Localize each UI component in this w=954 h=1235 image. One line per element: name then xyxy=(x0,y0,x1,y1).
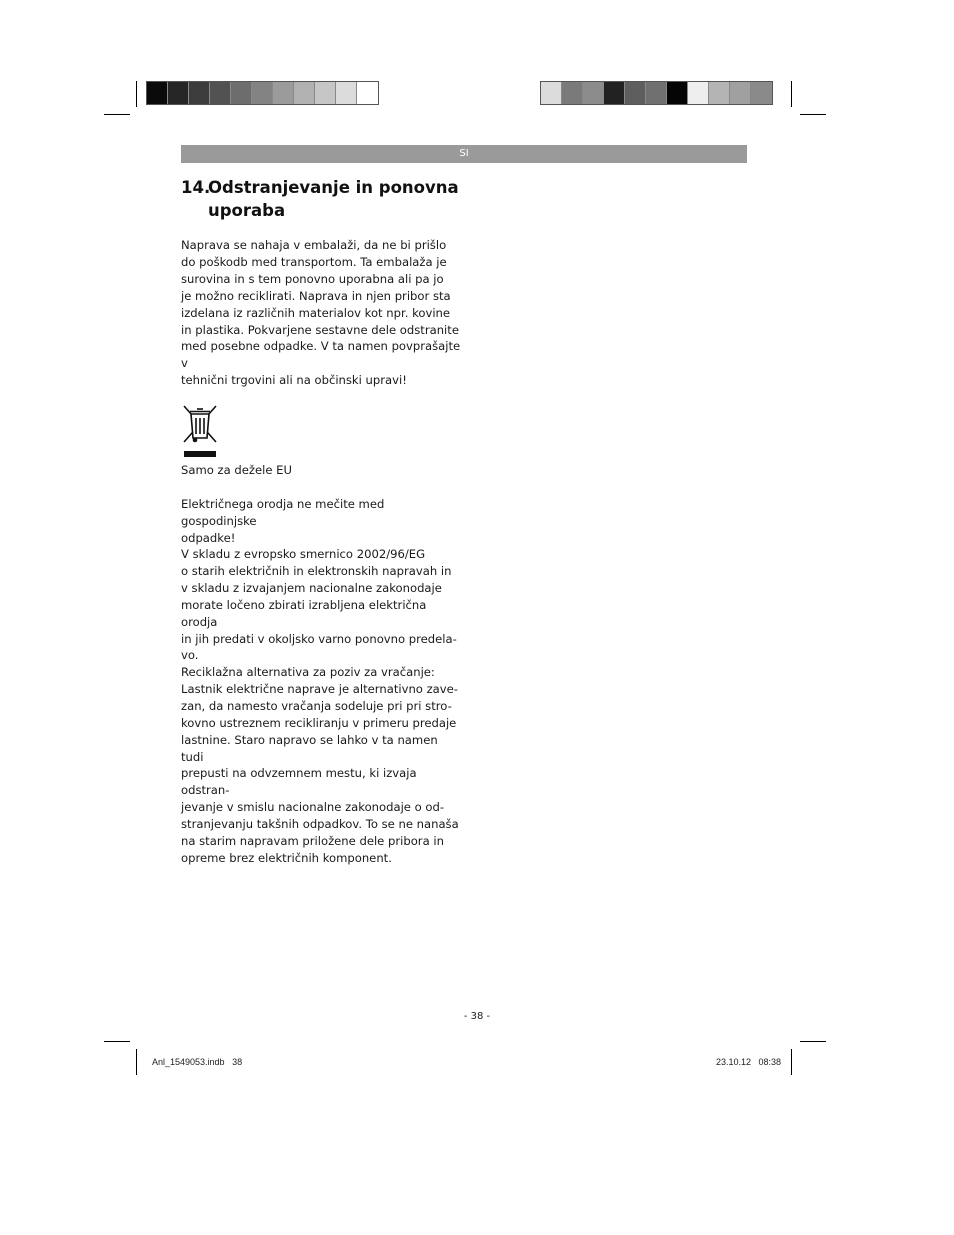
color-swatch xyxy=(336,82,357,104)
color-swatch xyxy=(646,82,667,104)
section-number: 14. xyxy=(181,178,211,197)
text-line: in jih predati v okoljsko varno ponovno predela- xyxy=(181,631,457,646)
color-swatch xyxy=(709,82,730,104)
color-swatch xyxy=(294,82,315,104)
text-line: Reciklažna alternativa za poziv za vračanje: xyxy=(181,665,435,679)
color-swatch xyxy=(231,82,252,104)
text-line: tehnični trgovini ali na občinski upravi! xyxy=(181,373,407,388)
directive-paragraph xyxy=(181,546,461,664)
color-calibration-bar-right xyxy=(540,81,773,105)
color-swatch xyxy=(189,82,210,104)
crop-mark xyxy=(791,1049,792,1075)
text-line: morate ločeno zbirati izrabljena električna orodja xyxy=(181,597,427,629)
section-title-line2: uporaba xyxy=(208,201,286,220)
eu-only-paragraph xyxy=(181,462,461,479)
text-line: Lastnik električne naprave je alternativno zave- xyxy=(181,681,458,696)
text-line: odpadke! xyxy=(181,530,236,545)
color-swatch xyxy=(667,82,688,104)
text-line: zan, da namesto vračanja sodeluje pri pri stro- xyxy=(181,698,452,713)
color-swatch xyxy=(273,82,294,104)
text-line: kovno ustreznem recikliranju v primeru predaje xyxy=(181,715,457,730)
crop-mark xyxy=(791,81,792,107)
file-name-slug: Anl_1549053.indb 38 xyxy=(152,1057,243,1067)
crop-mark xyxy=(800,1041,826,1042)
date-time-slug: 23.10.12 08:38 xyxy=(716,1057,782,1067)
color-swatch xyxy=(210,82,231,104)
color-swatch xyxy=(168,82,189,104)
text-line: vo. xyxy=(181,648,199,663)
color-swatch xyxy=(357,82,378,104)
text-line: V skladu z evropsko smernico 2002/96/EG xyxy=(181,547,426,561)
text-line: opreme brez električnih komponent. xyxy=(181,850,392,865)
page-number: - 38 - xyxy=(463,1011,491,1022)
crop-mark xyxy=(104,114,130,115)
text-line: surovina in s tem ponovno uporabna ali pa jo xyxy=(181,271,444,286)
text-line: je možno reciklirati. Naprava in njen pribor sta xyxy=(181,288,451,303)
color-swatch xyxy=(751,82,772,104)
color-calibration-bar-left xyxy=(146,81,379,105)
crop-mark xyxy=(800,114,826,115)
color-swatch xyxy=(315,82,336,104)
color-swatch xyxy=(604,82,625,104)
section-heading xyxy=(181,176,471,222)
color-swatch xyxy=(688,82,709,104)
color-swatch xyxy=(252,82,273,104)
intro-paragraph xyxy=(181,237,461,389)
text-line: na starim napravam priložene dele pribora in xyxy=(181,834,444,849)
crop-mark xyxy=(136,81,137,107)
crop-mark xyxy=(136,1049,137,1075)
color-swatch xyxy=(562,82,583,104)
text-line: jevanje v smislu nacionalne zakonodaje o od- xyxy=(181,800,445,815)
language-header-bar xyxy=(181,145,747,163)
no-household-waste-paragraph xyxy=(181,496,461,547)
text-line: izdelana iz različnih materialov kot npr. kovine xyxy=(181,305,451,320)
crossed-out-wheelie-bin-icon xyxy=(181,404,219,458)
crop-mark xyxy=(104,1041,130,1042)
language-label: SI xyxy=(459,148,469,159)
text-line: in plastika. Pokvarjene sestavne dele odstranite xyxy=(181,322,459,337)
text-line: Samo za dežele EU xyxy=(181,463,292,477)
text-line: o starih električnih in elektronskih napravah in xyxy=(181,563,452,578)
text-line: Električnega orodja ne mečite med gospodinjske xyxy=(181,497,385,528)
text-line: lastnine. Staro napravo se lahko v ta namen tudi xyxy=(181,732,438,764)
color-swatch xyxy=(625,82,646,104)
section-title-line1: Odstranjevanje in ponovna xyxy=(208,178,459,197)
color-swatch xyxy=(583,82,604,104)
text-line: v skladu z izvajanjem nacionalne zakonodaje xyxy=(181,580,442,595)
text-line: do poškodb med transportom. Ta embalaža je xyxy=(181,254,447,269)
color-swatch xyxy=(147,82,168,104)
color-swatch xyxy=(541,82,562,104)
text-line: stranjevanju takšnih odpadkov. To se ne nanaša xyxy=(181,817,459,832)
text-line: med posebne odpadke. V ta namen povprašajte v xyxy=(181,339,461,371)
text-line: Naprava se nahaja v embalaži, da ne bi prišlo xyxy=(181,238,447,252)
recycling-alternative-paragraph xyxy=(181,664,461,867)
text-line: prepusti na odvzemnem mestu, ki izvaja odstran- xyxy=(181,766,417,798)
color-swatch xyxy=(730,82,751,104)
